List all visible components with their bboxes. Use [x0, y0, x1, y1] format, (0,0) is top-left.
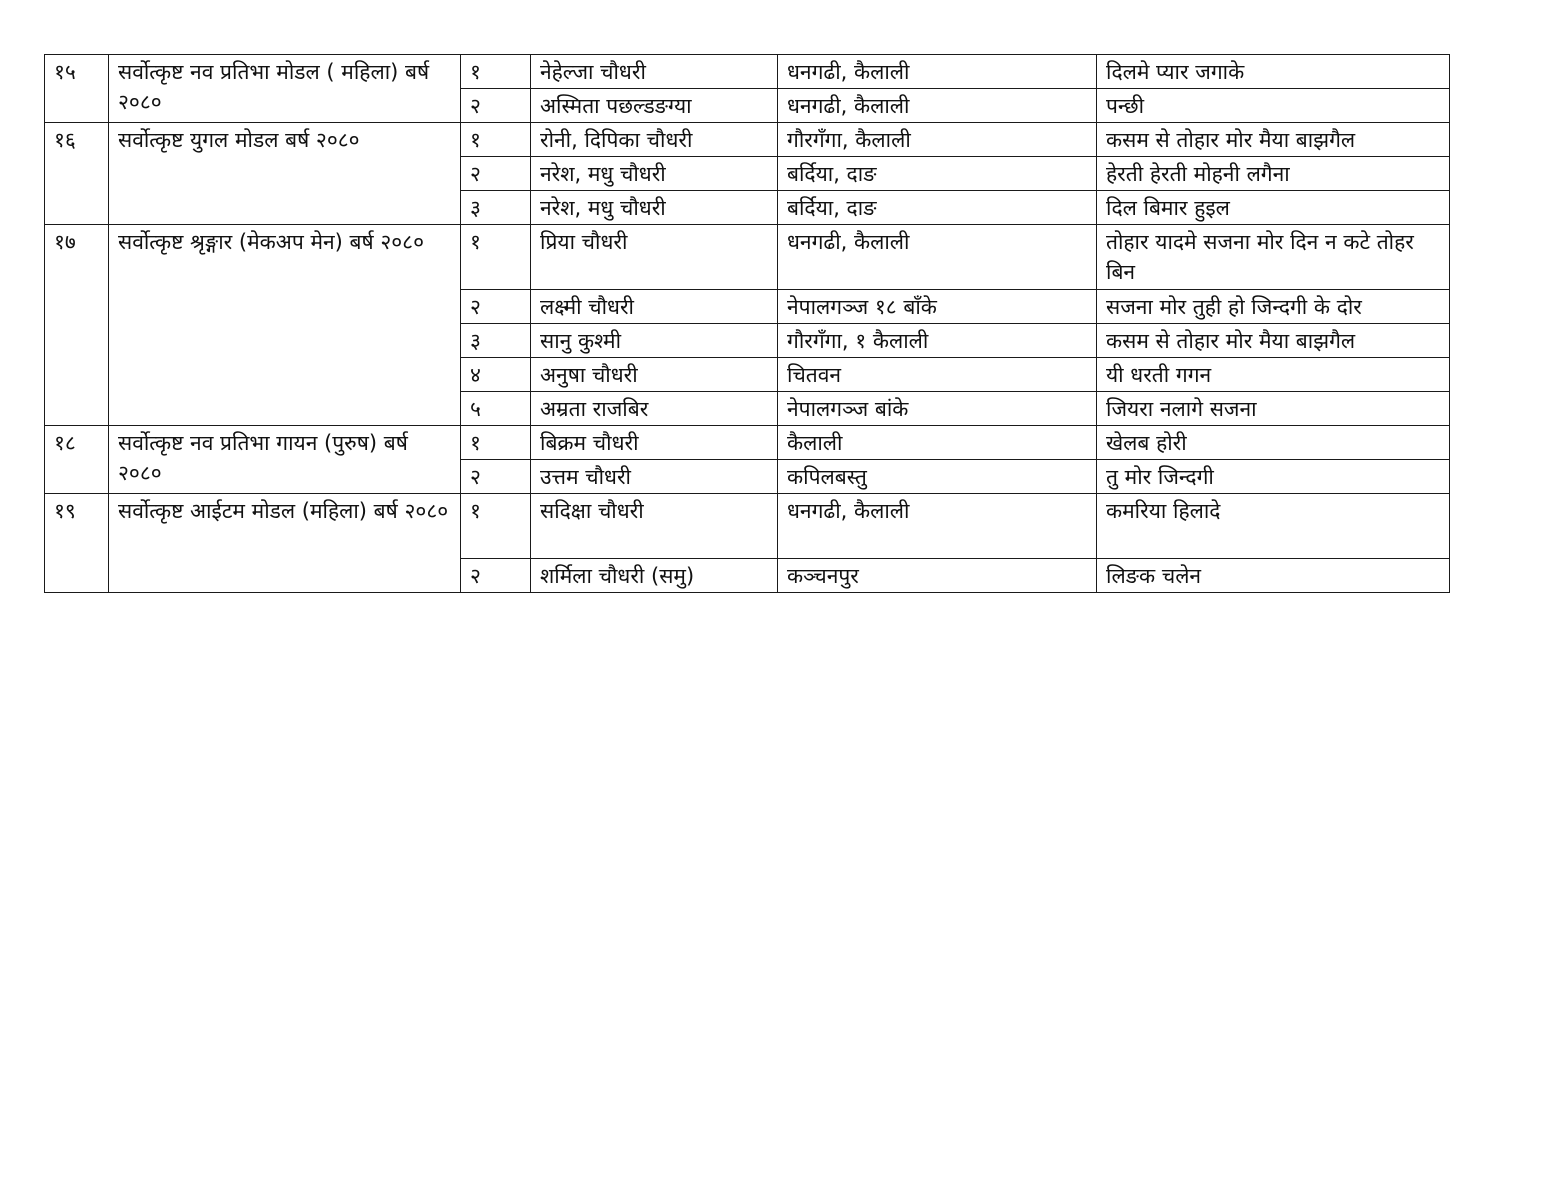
nominee-name: उत्तम चौधरी	[531, 460, 778, 494]
entry-rank: ३	[461, 191, 531, 225]
song-title: कमरिया हिलादे	[1097, 494, 1450, 559]
table-row	[45, 225, 1450, 290]
category-title: सर्वोत्कृष्ट श्रृङ्गार (मेकअप मेन) बर्ष २०८०	[109, 225, 461, 426]
category-number: १६	[45, 123, 109, 225]
entry-rank: १	[461, 426, 531, 460]
category-number: १५	[45, 55, 109, 123]
entry-rank: २	[461, 290, 531, 324]
song-title: सजना मोर तुही हो जिन्दगी के दोर	[1097, 290, 1450, 324]
song-title: जियरा नलागे सजना	[1097, 392, 1450, 426]
song-title: तोहार यादमे सजना मोर दिन न कटे तोहर बिन	[1097, 225, 1450, 290]
nominee-location: नेपालगञ्ज १८ बाँके	[778, 290, 1097, 324]
table-row	[45, 494, 1450, 559]
nominee-location: बर्दिया, दाङ	[778, 157, 1097, 191]
nominee-name: सानु कुश्मी	[531, 324, 778, 358]
nominee-name: नरेश, मधु चौधरी	[531, 157, 778, 191]
category-title: सर्वोत्कृष्ट युगल मोडल बर्ष २०८०	[109, 123, 461, 225]
song-title: दिलमे प्यार जगाके	[1097, 55, 1450, 89]
nominee-location: गौरगँगा, कैलाली	[778, 123, 1097, 157]
table-row	[45, 426, 1450, 460]
category-number: १९	[45, 494, 109, 593]
category-title: सर्वोत्कृष्ट आईटम मोडल (महिला) बर्ष २०८०	[109, 494, 461, 593]
entry-rank: ३	[461, 324, 531, 358]
nominee-name: अनुषा चौधरी	[531, 358, 778, 392]
entry-rank: ४	[461, 358, 531, 392]
nominee-location: बर्दिया, दाङ	[778, 191, 1097, 225]
results-table-body	[45, 55, 1450, 593]
nominee-name: नरेश, मधु चौधरी	[531, 191, 778, 225]
category-title: सर्वोत्कृष्ट नव प्रतिभा गायन (पुरुष) बर्ष २०८०	[109, 426, 461, 494]
entry-rank: २	[461, 157, 531, 191]
table-row	[45, 123, 1450, 157]
song-title: खेलब होरी	[1097, 426, 1450, 460]
nominee-location: धनगढी, कैलाली	[778, 55, 1097, 89]
nominee-location: कपिलबस्तु	[778, 460, 1097, 494]
nominee-location: गौरगँगा, १ कैलाली	[778, 324, 1097, 358]
nominee-name: प्रिया चौधरी	[531, 225, 778, 290]
nominee-name: सदिक्षा चौधरी	[531, 494, 778, 559]
entry-rank: १	[461, 494, 531, 559]
song-title: दिल बिमार हुइल	[1097, 191, 1450, 225]
nominee-name: अस्मिता पछल्डङग्या	[531, 89, 778, 123]
song-title: पन्छी	[1097, 89, 1450, 123]
entry-rank: १	[461, 123, 531, 157]
nominee-location: धनगढी, कैलाली	[778, 225, 1097, 290]
nominee-location: चितवन	[778, 358, 1097, 392]
nominee-name: अम्रता राजबिर	[531, 392, 778, 426]
results-table	[44, 54, 1450, 593]
song-title: हेरती हेरती मोहनी लगैना	[1097, 157, 1450, 191]
nominee-location: कञ्चनपुर	[778, 559, 1097, 593]
category-number: १७	[45, 225, 109, 426]
nominee-location: कैलाली	[778, 426, 1097, 460]
nominee-name: रोनी, दिपिका चौधरी	[531, 123, 778, 157]
entry-rank: १	[461, 225, 531, 290]
nominee-name: नेहेल्जा चौधरी	[531, 55, 778, 89]
song-title: कसम से तोहार मोर मैया बाझगैल	[1097, 123, 1450, 157]
entry-rank: २	[461, 559, 531, 593]
category-number: १८	[45, 426, 109, 494]
category-title: सर्वोत्कृष्ट नव प्रतिभा मोडल ( महिला) बर्ष २०८०	[109, 55, 461, 123]
nominee-location: धनगढी, कैलाली	[778, 494, 1097, 559]
nominee-location: धनगढी, कैलाली	[778, 89, 1097, 123]
table-row	[45, 55, 1450, 89]
nominee-name: बिक्रम चौधरी	[531, 426, 778, 460]
song-title: यी धरती गगन	[1097, 358, 1450, 392]
entry-rank: २	[461, 89, 531, 123]
nominee-name: लक्ष्मी चौधरी	[531, 290, 778, 324]
song-title: लिङक चलेन	[1097, 559, 1450, 593]
entry-rank: ५	[461, 392, 531, 426]
nominee-name: शर्मिला चौधरी (समु)	[531, 559, 778, 593]
song-title: तु मोर जिन्दगी	[1097, 460, 1450, 494]
nominee-location: नेपालगञ्ज बांके	[778, 392, 1097, 426]
song-title: कसम से तोहार मोर मैया बाझगैल	[1097, 324, 1450, 358]
entry-rank: २	[461, 460, 531, 494]
entry-rank: १	[461, 55, 531, 89]
